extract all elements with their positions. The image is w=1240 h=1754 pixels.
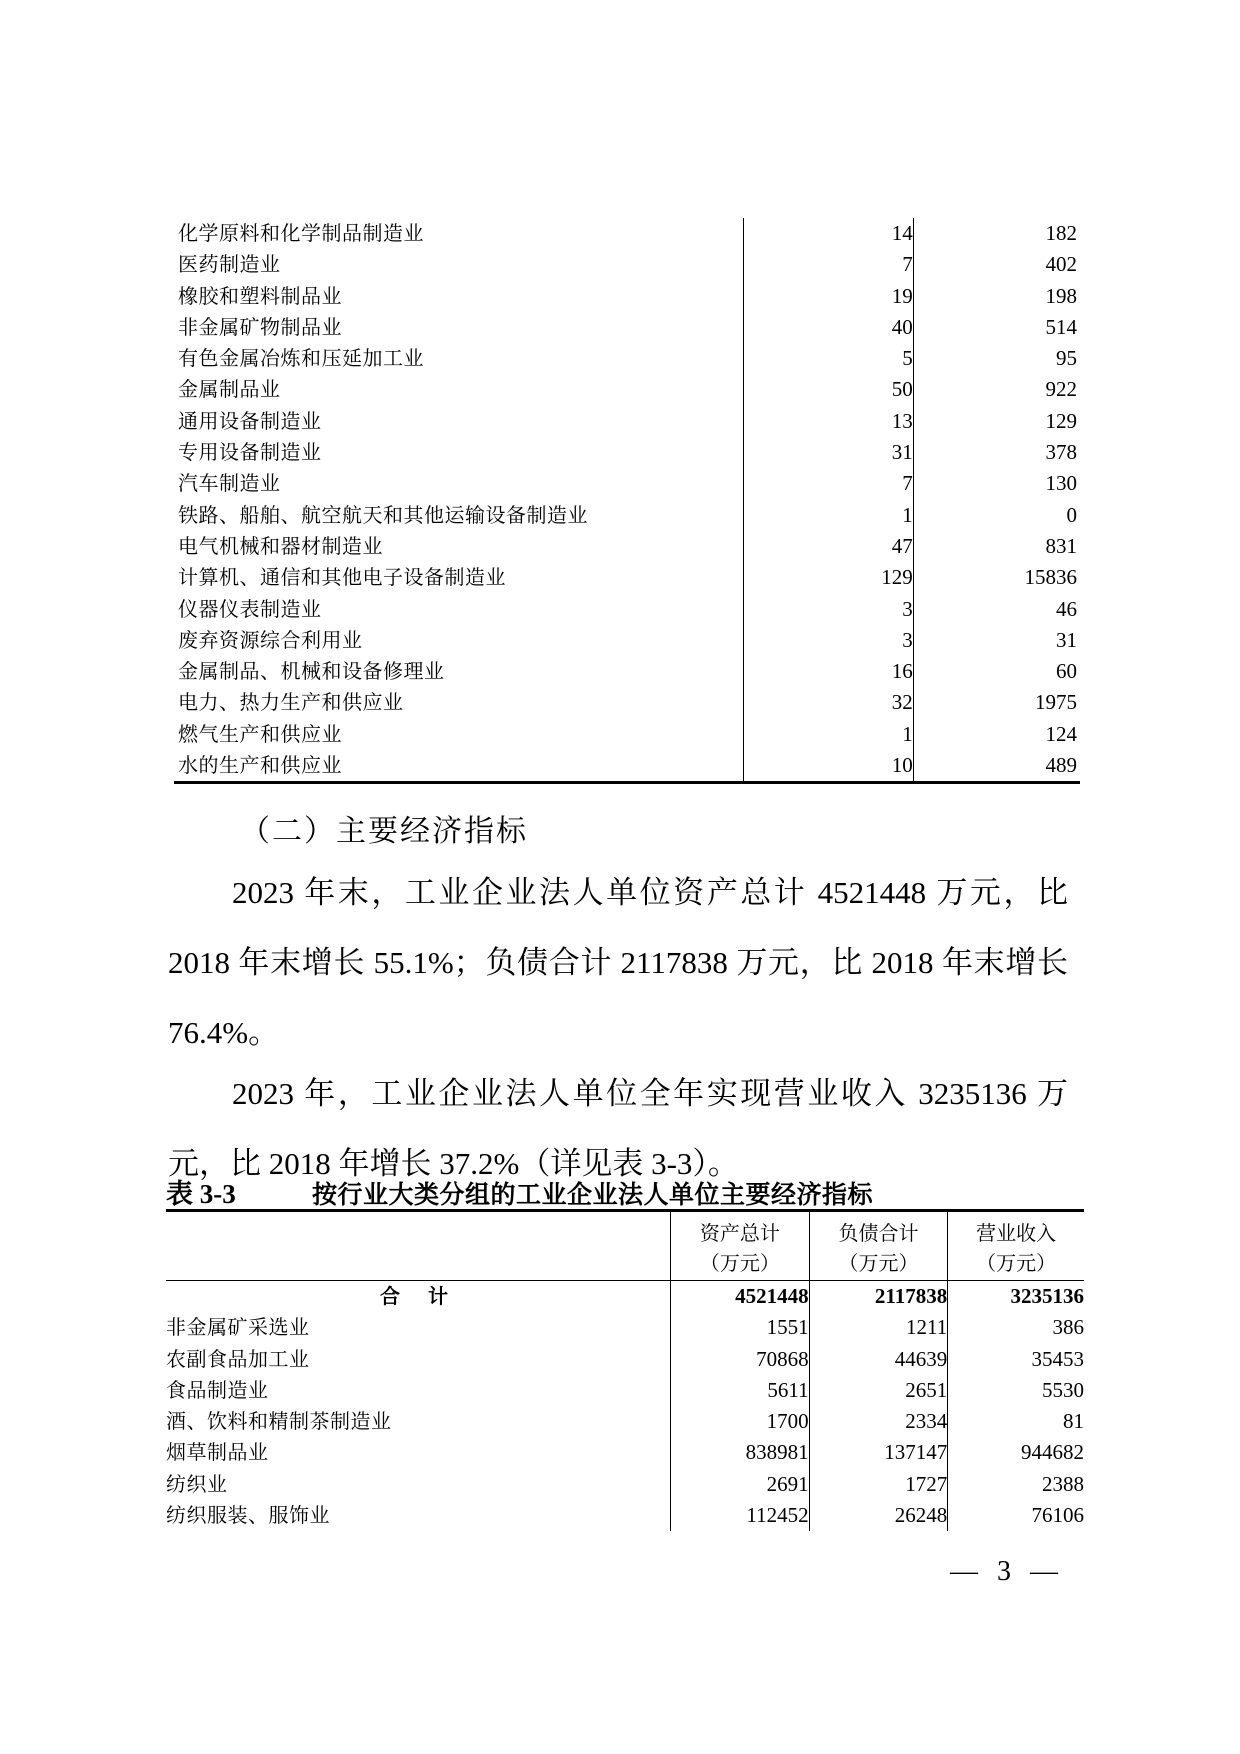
industry-name: 纺织服装、服饰业 bbox=[166, 1503, 330, 1528]
value-cell: 386 bbox=[948, 1312, 1084, 1343]
value-cell: 1551 bbox=[671, 1312, 810, 1343]
table-continuation bbox=[174, 218, 1080, 784]
industry-name: 食品制造业 bbox=[166, 1377, 269, 1402]
table-header-row bbox=[166, 1211, 1084, 1281]
value-cell: 31 bbox=[1056, 627, 1077, 652]
value-cell: 1 bbox=[743, 719, 913, 750]
industry-name: 非金属矿采选业 bbox=[166, 1315, 310, 1340]
value-cell: 402 bbox=[1045, 252, 1077, 277]
industry-name: 金属制品、机械和设备修理业 bbox=[174, 656, 743, 687]
table-row bbox=[174, 500, 1080, 531]
industry-name: 废弃资源综合利用业 bbox=[174, 625, 743, 656]
value-cell: 4521448 bbox=[671, 1281, 810, 1313]
header-revenue: 营业收入 （万元） bbox=[948, 1211, 1084, 1281]
table-row bbox=[174, 218, 1080, 249]
value-cell: 0 bbox=[1066, 502, 1077, 527]
value-cell: 3 bbox=[743, 625, 913, 656]
value-cell: 838981 bbox=[671, 1437, 810, 1468]
industry-name: 非金属矿物制品业 bbox=[174, 312, 743, 343]
header-assets: 资产总计 （万元） bbox=[671, 1211, 810, 1281]
value-cell: 2691 bbox=[671, 1469, 810, 1500]
value-cell: 47 bbox=[743, 531, 913, 562]
value-cell: 40 bbox=[743, 312, 913, 343]
value-cell: 1727 bbox=[809, 1469, 948, 1500]
table-row bbox=[174, 750, 1080, 783]
table-row bbox=[174, 343, 1080, 374]
total-row bbox=[166, 1281, 1084, 1313]
value-cell: 129 bbox=[743, 562, 913, 593]
value-cell: 1 bbox=[743, 500, 913, 531]
value-cell: 15836 bbox=[1024, 565, 1077, 590]
table-row bbox=[166, 1406, 1084, 1437]
value-cell: 5 bbox=[743, 343, 913, 374]
total-label: 合计 bbox=[380, 1284, 476, 1308]
table-row bbox=[166, 1375, 1084, 1406]
table-caption bbox=[166, 1172, 1086, 1211]
value-cell: 81 bbox=[948, 1406, 1084, 1437]
value-cell: 489 bbox=[913, 750, 1080, 783]
table-row bbox=[166, 1437, 1084, 1468]
table-row bbox=[166, 1469, 1084, 1500]
value-cell: 3 bbox=[743, 594, 913, 625]
table-row bbox=[174, 468, 1080, 499]
value-cell: 76106 bbox=[948, 1500, 1084, 1531]
value-cell: 46 bbox=[1056, 596, 1077, 621]
value-cell: 95 bbox=[1056, 346, 1077, 371]
value-cell: 7 bbox=[743, 468, 913, 499]
table-row bbox=[174, 312, 1080, 343]
industry-name: 酒、饮料和精制茶制造业 bbox=[166, 1409, 392, 1434]
value-cell: 13 bbox=[743, 406, 913, 437]
table-title: 按行业大类分组的工业企业法人单位主要经济指标 bbox=[312, 1180, 874, 1209]
industry-name: 铁路、船舶、航空航天和其他运输设备制造业 bbox=[174, 500, 743, 531]
body-paragraph: 2023 年末，工业企业法人单位资产总计 4521448 万元，比 2018 年末增长 55.1%；负债合计 2117838 万元，比 2018 年末增长 76.4%。 bbox=[168, 875, 1068, 1050]
value-cell: 14 bbox=[743, 218, 913, 249]
value-cell: 50 bbox=[743, 374, 913, 405]
value-cell: 1975 bbox=[1035, 690, 1077, 715]
value-cell: 31 bbox=[743, 437, 913, 468]
value-cell: 514 bbox=[1045, 314, 1077, 339]
value-cell: 60 bbox=[1056, 659, 1077, 684]
table-row bbox=[174, 656, 1080, 687]
economic-indicators-table bbox=[166, 1209, 1084, 1531]
value-cell: 16 bbox=[743, 656, 913, 687]
value-cell: 137147 bbox=[809, 1437, 948, 1468]
table-row bbox=[174, 249, 1080, 280]
value-cell: 3235136 bbox=[948, 1281, 1084, 1313]
industry-name: 水的生产和供应业 bbox=[174, 750, 743, 783]
industry-name: 医药制造业 bbox=[174, 249, 743, 280]
section-heading: （二）主要经济指标 bbox=[240, 814, 528, 849]
industry-name: 电气机械和器材制造业 bbox=[174, 531, 743, 562]
table-row bbox=[174, 281, 1080, 312]
table-number: 表 3-3 bbox=[166, 1179, 236, 1209]
value-cell: 10 bbox=[743, 750, 913, 783]
value-cell: 44639 bbox=[809, 1344, 948, 1375]
industry-name: 计算机、通信和其他电子设备制造业 bbox=[174, 562, 743, 593]
value-cell: 831 bbox=[1045, 533, 1077, 558]
value-cell: 2388 bbox=[948, 1469, 1084, 1500]
table-row bbox=[174, 594, 1080, 625]
value-cell: 130 bbox=[1045, 471, 1077, 496]
industry-name: 仪器仪表制造业 bbox=[174, 594, 743, 625]
value-cell: 1211 bbox=[809, 1312, 948, 1343]
value-cell: 112452 bbox=[671, 1500, 810, 1531]
header-blank bbox=[166, 1211, 671, 1281]
table-row bbox=[166, 1500, 1084, 1531]
value-cell: 1700 bbox=[671, 1406, 810, 1437]
table-row bbox=[174, 687, 1080, 718]
value-cell: 124 bbox=[1045, 721, 1077, 746]
industry-name: 橡胶和塑料制品业 bbox=[174, 281, 743, 312]
industry-name: 通用设备制造业 bbox=[174, 406, 743, 437]
value-cell: 5530 bbox=[948, 1375, 1084, 1406]
value-cell: 944682 bbox=[948, 1437, 1084, 1468]
value-cell: 129 bbox=[1045, 408, 1077, 433]
industry-name: 烟草制品业 bbox=[166, 1440, 269, 1465]
industry-name: 金属制品业 bbox=[174, 374, 743, 405]
industry-name: 电力、热力生产和供应业 bbox=[174, 687, 743, 718]
value-cell: 35453 bbox=[948, 1344, 1084, 1375]
value-cell: 19 bbox=[743, 281, 913, 312]
value-cell: 922 bbox=[1045, 377, 1077, 402]
table-row bbox=[166, 1344, 1084, 1375]
industry-name: 农副食品加工业 bbox=[166, 1346, 310, 1371]
table-row bbox=[174, 625, 1080, 656]
body-paragraph: 2023 年，工业企业法人单位全年实现营业收入 3235136 万元，比 2018 年增长 37.2%（详见表 3-3）。 bbox=[168, 1076, 1068, 1181]
value-cell: 26248 bbox=[809, 1500, 948, 1531]
industry-name: 有色金属冶炼和压延加工业 bbox=[174, 343, 743, 374]
table-row bbox=[166, 1312, 1084, 1343]
value-cell: 378 bbox=[1045, 440, 1077, 465]
table-row bbox=[174, 406, 1080, 437]
value-cell: 182 bbox=[1045, 221, 1077, 245]
table-row bbox=[174, 437, 1080, 468]
industry-name: 燃气生产和供应业 bbox=[174, 719, 743, 750]
value-cell: 70868 bbox=[671, 1344, 810, 1375]
value-cell: 5611 bbox=[671, 1375, 810, 1406]
industry-name: 汽车制造业 bbox=[174, 468, 743, 499]
table-row bbox=[174, 562, 1080, 593]
industry-name: 专用设备制造业 bbox=[174, 437, 743, 468]
table-row bbox=[174, 531, 1080, 562]
value-cell: 7 bbox=[743, 249, 913, 280]
value-cell: 2117838 bbox=[809, 1281, 948, 1313]
industry-name: 纺织业 bbox=[166, 1471, 228, 1496]
page-number: — 3 — bbox=[950, 1556, 1064, 1587]
value-cell: 198 bbox=[1045, 283, 1077, 308]
header-liabilities: 负债合计 （万元） bbox=[809, 1211, 948, 1281]
industry-name: 化学原料和化学制品制造业 bbox=[174, 218, 743, 249]
value-cell: 32 bbox=[743, 687, 913, 718]
value-cell: 2334 bbox=[809, 1406, 948, 1437]
value-cell: 2651 bbox=[809, 1375, 948, 1406]
table-row bbox=[174, 374, 1080, 405]
table-row bbox=[174, 719, 1080, 750]
